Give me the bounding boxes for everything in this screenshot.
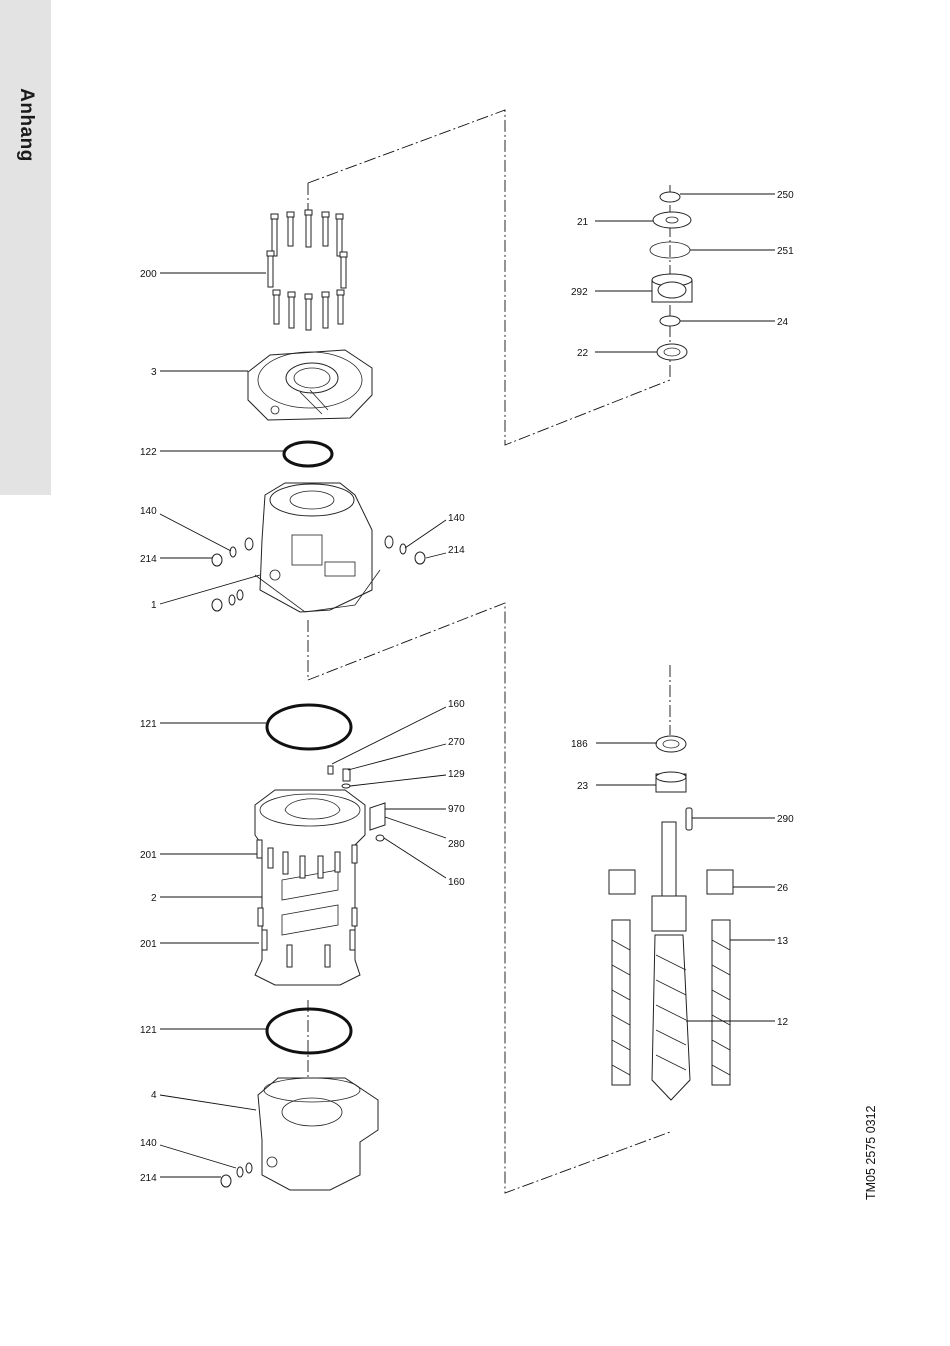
label-186: 186 [571,739,588,750]
part-labels [140,190,794,1184]
screw-set [609,736,733,1100]
label-290: 290 [777,814,794,825]
o-ring-121-lower [267,1009,351,1053]
label-214-bottom: 214 [140,1173,157,1184]
label-270: 270 [448,737,465,748]
label-4: 4 [151,1090,157,1101]
label-3: 3 [151,367,157,378]
label-2: 2 [151,893,157,904]
label-251: 251 [777,246,794,257]
o-ring-121-upper [267,705,351,749]
label-160-lower: 160 [448,877,465,888]
label-280: 280 [448,839,465,850]
label-24: 24 [777,317,789,328]
bolt-set-200 [267,210,347,330]
label-140-right: 140 [448,513,465,524]
label-121-lower: 121 [140,1025,157,1036]
label-12: 12 [777,1017,789,1028]
label-140-left: 140 [140,506,157,517]
section-label-text: Anhang [16,88,37,162]
label-140-bottom: 140 [140,1138,157,1149]
label-201-upper: 201 [140,850,157,861]
label-26: 26 [777,883,789,894]
top-flange-part-3 [248,350,372,420]
pump-casing-part-2 [255,790,365,985]
label-214-left: 214 [140,554,157,565]
label-970: 970 [448,804,465,815]
label-22: 22 [577,348,589,359]
label-1: 1 [151,600,157,611]
label-13: 13 [777,936,789,947]
label-122: 122 [140,447,157,458]
label-121-upper: 121 [140,719,157,730]
label-21: 21 [577,217,589,228]
o-ring-122 [284,442,332,466]
label-160-upper: 160 [448,699,465,710]
label-129: 129 [448,769,465,780]
bearing-set [650,192,692,360]
label-214-right: 214 [448,545,465,556]
housing-part-1 [255,483,380,612]
label-250: 250 [777,190,794,201]
label-200: 200 [140,269,157,280]
label-201-lower: 201 [140,939,157,950]
label-292: 292 [571,287,588,298]
label-23: 23 [577,781,589,792]
bottom-housing-part-4 [221,1078,378,1190]
drawing-code: TM05 2575 0312 [864,1105,878,1200]
